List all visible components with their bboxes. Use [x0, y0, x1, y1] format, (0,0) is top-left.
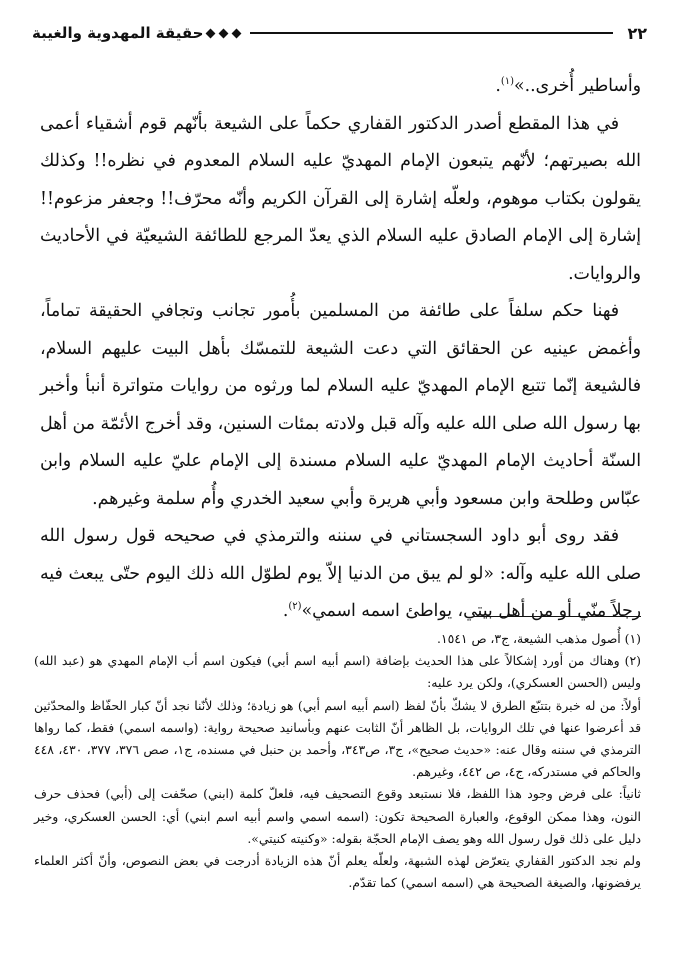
page-number: ٢٢: [627, 23, 647, 43]
footnote-1: (١) أُصول مذهب الشيعة، ج٣، ص ١٥٤١.: [436, 631, 641, 646]
header-ornament: [207, 30, 240, 37]
footnotes: [34, 628, 641, 894]
footnote-2: (٢) وهناك من أورد إشكالاً على هذا الحديث بإضافة (اسم أبيه اسم أبي) فيكون اسم أب الإمام المهدي هو (عبد الله) وليس (الحسن العسكري)، ولكن يرد عليه:: [34, 653, 641, 691]
paragraph-3: فهنا حكم سلفاً على طائفة من المسلمين بأُمور تجانب وتجافي الحقيقة تماماً، وأغمض عينيه عن الحقائق التي دعت الشيعة للتمسّك بأهل البيت عليهم السلام، فالشيعة إنّما تتبع الإمام المهديّ عليه السلام لما ورثوه من روايات متواترة أنبأ وأخبر بها رسول الله صلى الله عليه وآله قبل ولادته بمئات السنين، وقد أخرج الأئمّة من أهل السنّة أحاديث الإمام المهديّ عليه السلام مسندة إلى الإمام عليّ عليه السلام وابن عبّاس وطلحة وابن مسعود وأبي هريرة وأبي سعيد الخدري وأُم سلمة وغيرهم.: [40, 301, 641, 509]
footnote-separator: [473, 616, 641, 617]
running-title: حقيقة المهدوية والغيبة: [32, 24, 204, 42]
footnote-ref-1: (١): [500, 76, 514, 88]
header-rule: [250, 32, 613, 34]
main-text: [40, 68, 641, 631]
footnote-2-second: ثانياً: على فرض وجود هذا اللفظ، فلا نستبعد وقوع التصحيف فيه، فلعلّ كلمة (ابني) صحّفت إلى (أبي) فحذف حرف النون، وهذا ممكن الوقوع، والعبارة الصحيحة تكون: (اسمه اسمي واسم أبيه اسم ابني) أي: الحسن العسكري، وخير دليل على ذلك قول رسول الله وهو يصف الإمام الحجّة بقوله: «وكنيته كنيتي».: [34, 786, 642, 846]
paragraph-1: وأساطير أُخرى..»$^{(١)}$.: [495, 76, 641, 96]
paragraph-2: في هذا المقطع أصدر الدكتور القفاري حكماً على الشيعة بأنّهم قوم أشقياء أعمى الله بصيرتهم؛ لأنّهم يتبعون الإمام المهديّ عليه السلام المعدوم في نظره!! وكذلك يقولون بكتاب موهوم، ولعلّه إشارة إلى القرآن الكريم وأنّه محرّف!! وجعفر مزعوم!! إشارة إلى الإمام الصادق عليه السلام الذي يعدّ المرجع للطائفة الشيعيّة في الأحاديث والروايات.: [40, 113, 641, 284]
footnote-2-conclusion: ولم نجد الدكتور القفاري يتعرّض لهذه الشبهة، ولعلّه يعلم أنّ هذه الزيادة أدرجت في بعض النصوص، وأنّ أكثر العلماء يرفضونها، والصيغة الصحيحة هي (اسمه اسمي) كما تقدّم.: [34, 853, 641, 891]
paragraph-4: فقد روى أبو داود السجستاني في سننه والترمذي في صحيحه قول رسول الله صلى الله عليه وآله: «لو لم يبق من الدنيا إلاّ يوم لطوّل الله ذلك اليوم حتّى يبعث فيه رجلاً منّي أو من أهل بيتي، يواطئ اسمه اسمي»$^{(٢)}$.: [40, 526, 641, 621]
page-header: [32, 18, 647, 48]
footnote-2-first: أولاً: من له خبرة بتتبّع الطرق لا يشكّ بأنّ لفظ (اسم أبيه اسم أبي) هو زيادة؛ وذلك لأنّنا نجد أنّ كبار الحفّاظ والمحدّثين قد أعرضوا عنها في تلك الروايات، بل الظاهر أنّ الثابت عنهم وبأسانيد صحيحة رواية: (واسمه اسمي) فقط، كما رواها الترمذي في سننه وقال عنه: «حديث صحيح»، ج٣، ص٣٤٣، وأحمد بن حنبل في مسنده، ج١، صص ٣٧٦، ٣٧٧، ٤٣٠، ٤٤٨ والحاكم في مستدركه، ج٤، ص ٤٤٢، وغيرهم.: [34, 697, 641, 780]
footnote-ref-2: (٢): [288, 601, 302, 613]
